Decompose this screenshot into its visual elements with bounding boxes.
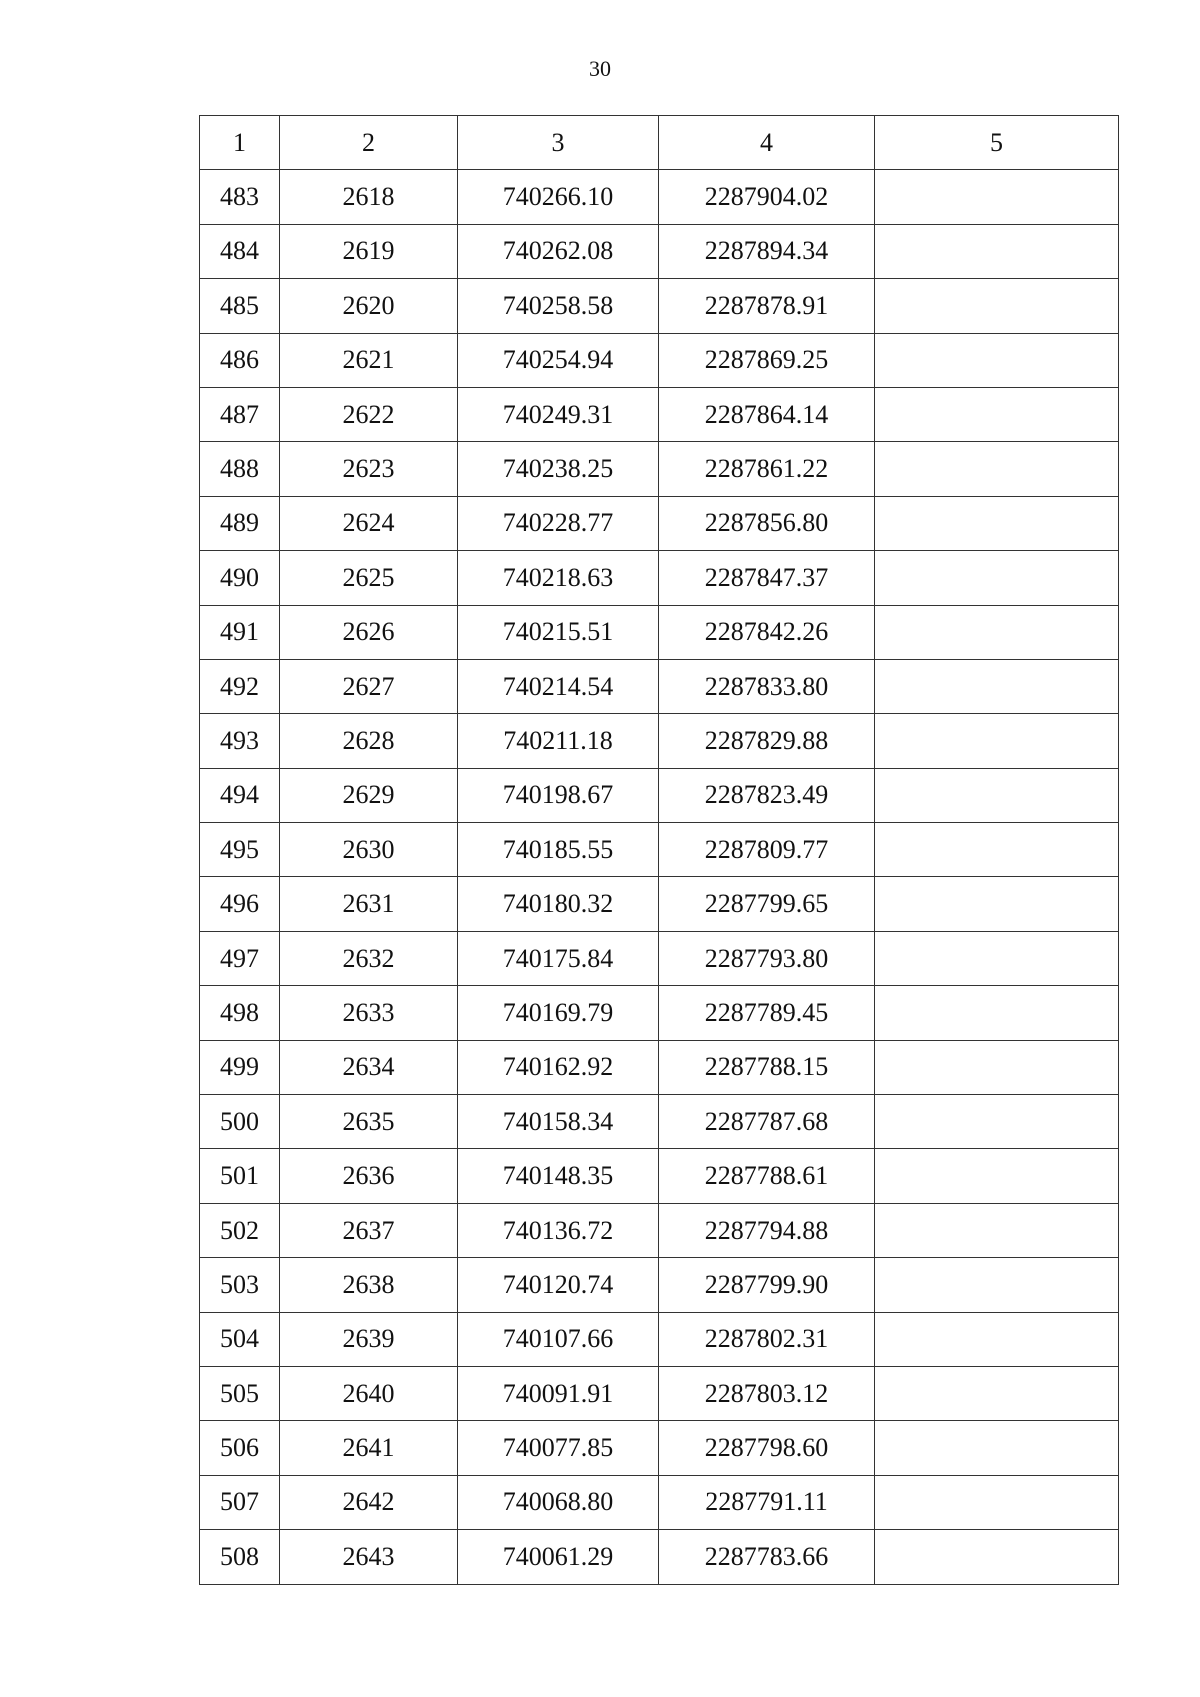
table-cell: 487 [200,387,280,441]
table-cell: 2287802.31 [659,1312,875,1366]
table-cell: 2629 [280,768,458,822]
table-row [200,1312,1119,1366]
table-row [200,877,1119,931]
table-cell [875,1149,1119,1203]
table-cell: 2287894.34 [659,224,875,278]
table-cell: 740254.94 [458,333,659,387]
column-header: 3 [458,116,659,170]
table-row [200,1366,1119,1420]
table-cell [875,605,1119,659]
table-cell [875,442,1119,496]
table-row [200,1475,1119,1529]
table-cell [875,768,1119,822]
table-cell [875,1203,1119,1257]
table-cell: 495 [200,823,280,877]
table-cell: 740211.18 [458,714,659,768]
table-row [200,986,1119,1040]
table-cell: 2625 [280,551,458,605]
table-cell: 494 [200,768,280,822]
table-row [200,605,1119,659]
table-cell: 740185.55 [458,823,659,877]
table-cell: 2643 [280,1530,458,1584]
table-cell [875,1095,1119,1149]
column-header: 5 [875,116,1119,170]
table-row [200,823,1119,877]
table-cell: 490 [200,551,280,605]
table-row [200,279,1119,333]
table-cell [875,714,1119,768]
table-cell: 740249.31 [458,387,659,441]
table-cell: 2287783.66 [659,1530,875,1584]
table-row [200,1530,1119,1584]
table-cell: 2628 [280,714,458,768]
table-row [200,768,1119,822]
table-cell: 496 [200,877,280,931]
table-cell: 740162.92 [458,1040,659,1094]
table-row [200,333,1119,387]
table-cell: 497 [200,931,280,985]
table-cell: 485 [200,279,280,333]
table-cell: 2620 [280,279,458,333]
table-cell: 489 [200,496,280,550]
table-cell [875,659,1119,713]
table-cell: 507 [200,1475,280,1529]
table-cell: 2287904.02 [659,170,875,224]
table-cell: 2287793.80 [659,931,875,985]
table-cell: 2287847.37 [659,551,875,605]
table-cell: 740175.84 [458,931,659,985]
table-cell: 740228.77 [458,496,659,550]
table-cell: 740061.29 [458,1530,659,1584]
table-cell: 2633 [280,986,458,1040]
table-cell: 502 [200,1203,280,1257]
table-cell [875,877,1119,931]
table-cell: 740180.32 [458,877,659,931]
table-cell: 486 [200,333,280,387]
table-row [200,442,1119,496]
table-cell: 2287803.12 [659,1366,875,1420]
table-cell [875,224,1119,278]
table-cell: 483 [200,170,280,224]
table-cell: 2639 [280,1312,458,1366]
table-header-row [200,116,1119,170]
table-cell: 2642 [280,1475,458,1529]
table-cell: 740215.51 [458,605,659,659]
table-cell: 2287864.14 [659,387,875,441]
table-row [200,659,1119,713]
table-cell [875,1421,1119,1475]
table-cell: 740077.85 [458,1421,659,1475]
table-cell: 2619 [280,224,458,278]
table-cell: 740198.67 [458,768,659,822]
table-row [200,1149,1119,1203]
table-cell: 2624 [280,496,458,550]
table-cell: 2641 [280,1421,458,1475]
table-cell: 2287809.77 [659,823,875,877]
table-row [200,387,1119,441]
table-cell: 740148.35 [458,1149,659,1203]
table-cell [875,333,1119,387]
table-cell: 501 [200,1149,280,1203]
table-cell: 508 [200,1530,280,1584]
table-cell: 740266.10 [458,170,659,224]
table-cell: 503 [200,1258,280,1312]
table-cell: 484 [200,224,280,278]
table-cell: 2623 [280,442,458,496]
table-cell: 499 [200,1040,280,1094]
table-row [200,170,1119,224]
table-cell: 2640 [280,1366,458,1420]
table-cell: 2618 [280,170,458,224]
page-number: 30 [589,56,611,81]
table-cell: 2621 [280,333,458,387]
table-row [200,1203,1119,1257]
table-cell: 2622 [280,387,458,441]
table-cell: 2627 [280,659,458,713]
table-cell [875,551,1119,605]
table-cell: 2287799.90 [659,1258,875,1312]
table-cell: 2635 [280,1095,458,1149]
table-cell: 2287798.60 [659,1421,875,1475]
table-cell: 740158.34 [458,1095,659,1149]
table-cell: 2638 [280,1258,458,1312]
table-cell: 740136.72 [458,1203,659,1257]
table-cell [875,1258,1119,1312]
table-cell: 2631 [280,877,458,931]
table-cell: 488 [200,442,280,496]
table-cell [875,387,1119,441]
table-cell: 2626 [280,605,458,659]
table-cell: 740258.58 [458,279,659,333]
table-cell: 740120.74 [458,1258,659,1312]
table-row [200,224,1119,278]
table-cell: 740091.91 [458,1366,659,1420]
table-cell: 492 [200,659,280,713]
table-cell: 2287829.88 [659,714,875,768]
table-cell: 2287856.80 [659,496,875,550]
table-cell: 740107.66 [458,1312,659,1366]
table-cell: 740214.54 [458,659,659,713]
table-cell: 2287791.11 [659,1475,875,1529]
table-cell: 740238.25 [458,442,659,496]
table-cell [875,986,1119,1040]
table-cell: 504 [200,1312,280,1366]
column-header: 2 [280,116,458,170]
table-cell [875,279,1119,333]
table-row [200,714,1119,768]
table-cell: 2287799.65 [659,877,875,931]
table-cell: 740068.80 [458,1475,659,1529]
table-row [200,496,1119,550]
table-cell [875,1366,1119,1420]
table-cell [875,1530,1119,1584]
table-cell: 2630 [280,823,458,877]
table-cell: 498 [200,986,280,1040]
table-cell [875,170,1119,224]
table-cell: 2287794.88 [659,1203,875,1257]
table-cell [875,496,1119,550]
table-cell [875,1040,1119,1094]
table-cell: 2287823.49 [659,768,875,822]
table-row [200,1040,1119,1094]
table-row [200,1421,1119,1475]
table-cell: 2287878.91 [659,279,875,333]
table-cell: 2287842.26 [659,605,875,659]
table-row [200,1095,1119,1149]
table-row [200,551,1119,605]
column-header: 1 [200,116,280,170]
table-cell: 2287861.22 [659,442,875,496]
table-cell: 740169.79 [458,986,659,1040]
table-cell: 2636 [280,1149,458,1203]
coordinates-table [199,115,1119,1585]
table-row [200,1258,1119,1312]
table-cell [875,1475,1119,1529]
table-cell: 506 [200,1421,280,1475]
table-cell: 2632 [280,931,458,985]
table-cell: 2637 [280,1203,458,1257]
table-cell: 740262.08 [458,224,659,278]
table-body [200,170,1119,1584]
table-cell: 493 [200,714,280,768]
table-cell [875,823,1119,877]
table-cell: 2287787.68 [659,1095,875,1149]
column-header: 4 [659,116,875,170]
table-cell: 2287788.61 [659,1149,875,1203]
table-cell: 505 [200,1366,280,1420]
table-cell: 500 [200,1095,280,1149]
table-cell [875,931,1119,985]
table-cell: 491 [200,605,280,659]
table-cell [875,1312,1119,1366]
table-row [200,931,1119,985]
table-cell: 2634 [280,1040,458,1094]
table-cell: 2287833.80 [659,659,875,713]
table-cell: 740218.63 [458,551,659,605]
table-cell: 2287788.15 [659,1040,875,1094]
table-cell: 2287869.25 [659,333,875,387]
table-cell: 2287789.45 [659,986,875,1040]
